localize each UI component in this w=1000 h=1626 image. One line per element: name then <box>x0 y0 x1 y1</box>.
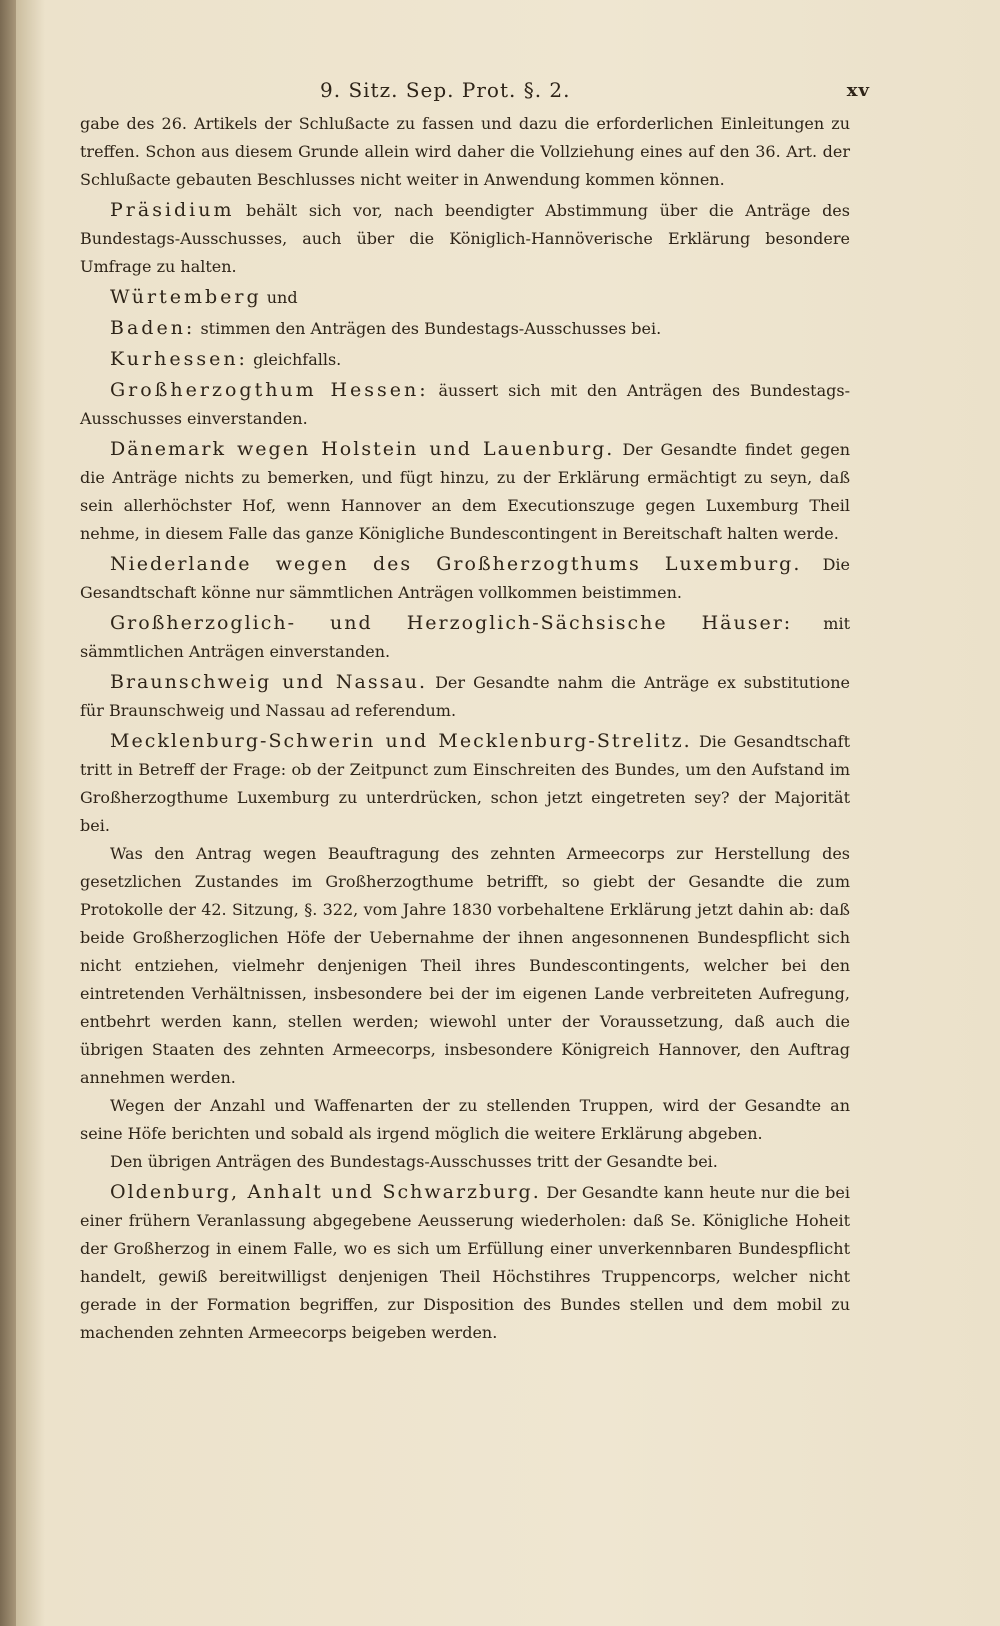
paragraph-text: behält sich vor, nach beendigter Abstimmung über die Anträge des Bundestags-Ausschusses, auch über die Königlich-Hannöverische Erklärung besondere Umfrage zu halten. <box>80 201 850 276</box>
paragraph <box>80 196 850 281</box>
paragraph-text: äussert sich mit den Anträgen des Bundestags-Ausschusses einverstanden. <box>80 381 850 428</box>
speaker-name: Niederlande wegen des Großherzogthums Luxemburg. <box>110 553 802 575</box>
paragraph <box>80 376 850 433</box>
paragraph-text: Die Gesandtschaft könne nur sämmtlichen Anträgen vollkommen beistimmen. <box>80 555 850 602</box>
paragraph <box>80 1092 850 1148</box>
paragraph-text: Die Gesandtschaft tritt in Betreff der Frage: ob der Zeitpunct zum Einschreiten des Bundes, um den Aufstand im Großherzogthume Luxemburg zu unterdrücken, schon jetzt eingetreten sey? der Majorität bei. <box>80 732 850 835</box>
paragraph-text: gabe des 26. Artikels der Schlußacte zu fassen und dazu die erforderlichen Einleitungen zu treffen. Schon aus diesem Grunde allein wird daher die Vollziehung eines auf den 36. Art. der Schlußacte gebauten Beschlusses nicht weiter in Anwendung kommen können. <box>80 114 850 189</box>
paragraph-text: mit sämmtlichen Anträgen einverstanden. <box>80 614 851 661</box>
paragraph <box>80 435 850 548</box>
paragraph <box>80 1148 850 1176</box>
paragraph <box>80 1178 850 1347</box>
page-header <box>80 70 870 110</box>
paragraph-text: Der Gesandte kann heute nur die bei einer frühern Veranlassung abgegebene Aeusserung wiederholen: daß Se. Königliche Hoheit der Großherzog in einem Falle, wo es sich um Erfüllung einer unverkennbaren Bundespflicht handelt, gewiß bereitwilligst denjenigen Theil Höchstihres Truppencorps, welcher nicht gerade in der Formation begriffen, zur Disposition des Bundes stellen und dem mobil zu machenden zehnten Armeecorps beigeben werden. <box>80 1183 851 1342</box>
paragraph-text: und <box>266 288 298 307</box>
running-title: 9. Sitz. Sep. Prot. §. 2. <box>320 78 571 102</box>
speaker-name: Dänemark wegen Holstein und Lauenburg. <box>110 438 615 460</box>
book-spine-shadow <box>0 0 16 1626</box>
speaker-name: Mecklenburg-Schwerin und Mecklenburg-Strelitz. <box>110 730 692 752</box>
paragraph <box>80 110 850 194</box>
paragraph-text: Wegen der Anzahl und Waffenarten der zu stellenden Truppen, wird der Gesandte an seine Höfe berichten und sobald als irgend möglich die weitere Erklärung abgeben. <box>80 1096 850 1143</box>
speaker-name: Präsidium <box>110 199 235 221</box>
paragraph <box>80 609 850 666</box>
paragraph-text: Der Gesandte nahm die Anträge ex substitutione für Braunschweig und Nassau ad referendum. <box>80 673 851 720</box>
paragraph <box>80 283 850 312</box>
paragraph <box>80 668 850 725</box>
speaker-name: Würtemberg <box>110 286 262 308</box>
speaker-name: Oldenburg, Anhalt und Schwarzburg. <box>110 1181 541 1203</box>
speaker-name: Großherzoglich- und Herzoglich-Sächsische Häuser: <box>110 612 793 634</box>
paragraph-text: Der Gesandte findet gegen die Anträge nichts zu bemerken, und fügt hinzu, zu der Erklärung ermächtigt zu seyn, daß sein allerhöchster Hof, wenn Hannover an dem Executionszuge gegen Luxemburg Theil nehme, in diesem Falle das ganze Königliche Bundescontingent in Bereitschaft halten werde. <box>80 440 850 543</box>
page-number: xv <box>846 80 870 101</box>
paragraph <box>80 550 850 607</box>
page-body <box>80 70 870 1347</box>
paragraph-text: Den übrigen Anträgen des Bundestags-Ausschusses tritt der Gesandte bei. <box>110 1152 718 1171</box>
paragraph <box>80 345 850 374</box>
speaker-name: Kurhessen: <box>110 348 248 370</box>
paragraph-text: stimmen den Anträgen des Bundestags-Ausschusses bei. <box>200 319 662 338</box>
speaker-name: Baden: <box>110 317 196 339</box>
paragraph <box>80 727 850 840</box>
speaker-name: Großherzogthum Hessen: <box>110 379 429 401</box>
paragraph-text: gleichfalls. <box>253 350 342 369</box>
paragraph <box>80 314 850 343</box>
paragraph <box>80 840 850 1092</box>
speaker-name: Braunschweig und Nassau. <box>110 671 427 693</box>
paragraph-text: Was den Antrag wegen Beauftragung des zehnten Armeecorps zur Herstellung des gesetzlichen Zustandes im Großherzogthume betrifft, so giebt der Gesandte die zum Protokolle der 42. Sitzung, §. 322, vom Jahre 1830 vorbehaltene Erklärung jetzt dahin ab: daß beide Großherzoglichen Höfe der Uebernahme der ihnen angesonnenen Bundespflicht sich nicht entziehen, vielmehr denjenigen Theil ihres Bundescontingents, welcher bei den eintretenden Verhältnissen, insbesondere bei der im eigenen Lande verbreiteten Aufregung, entbehrt werden kann, stellen werden; wiewohl unter der Voraussetzung, daß auch die übrigen Staaten des zehnten Armeecorps, insbesondere Königreich Hannover, den Auftrag annehmen werden. <box>80 844 850 1087</box>
